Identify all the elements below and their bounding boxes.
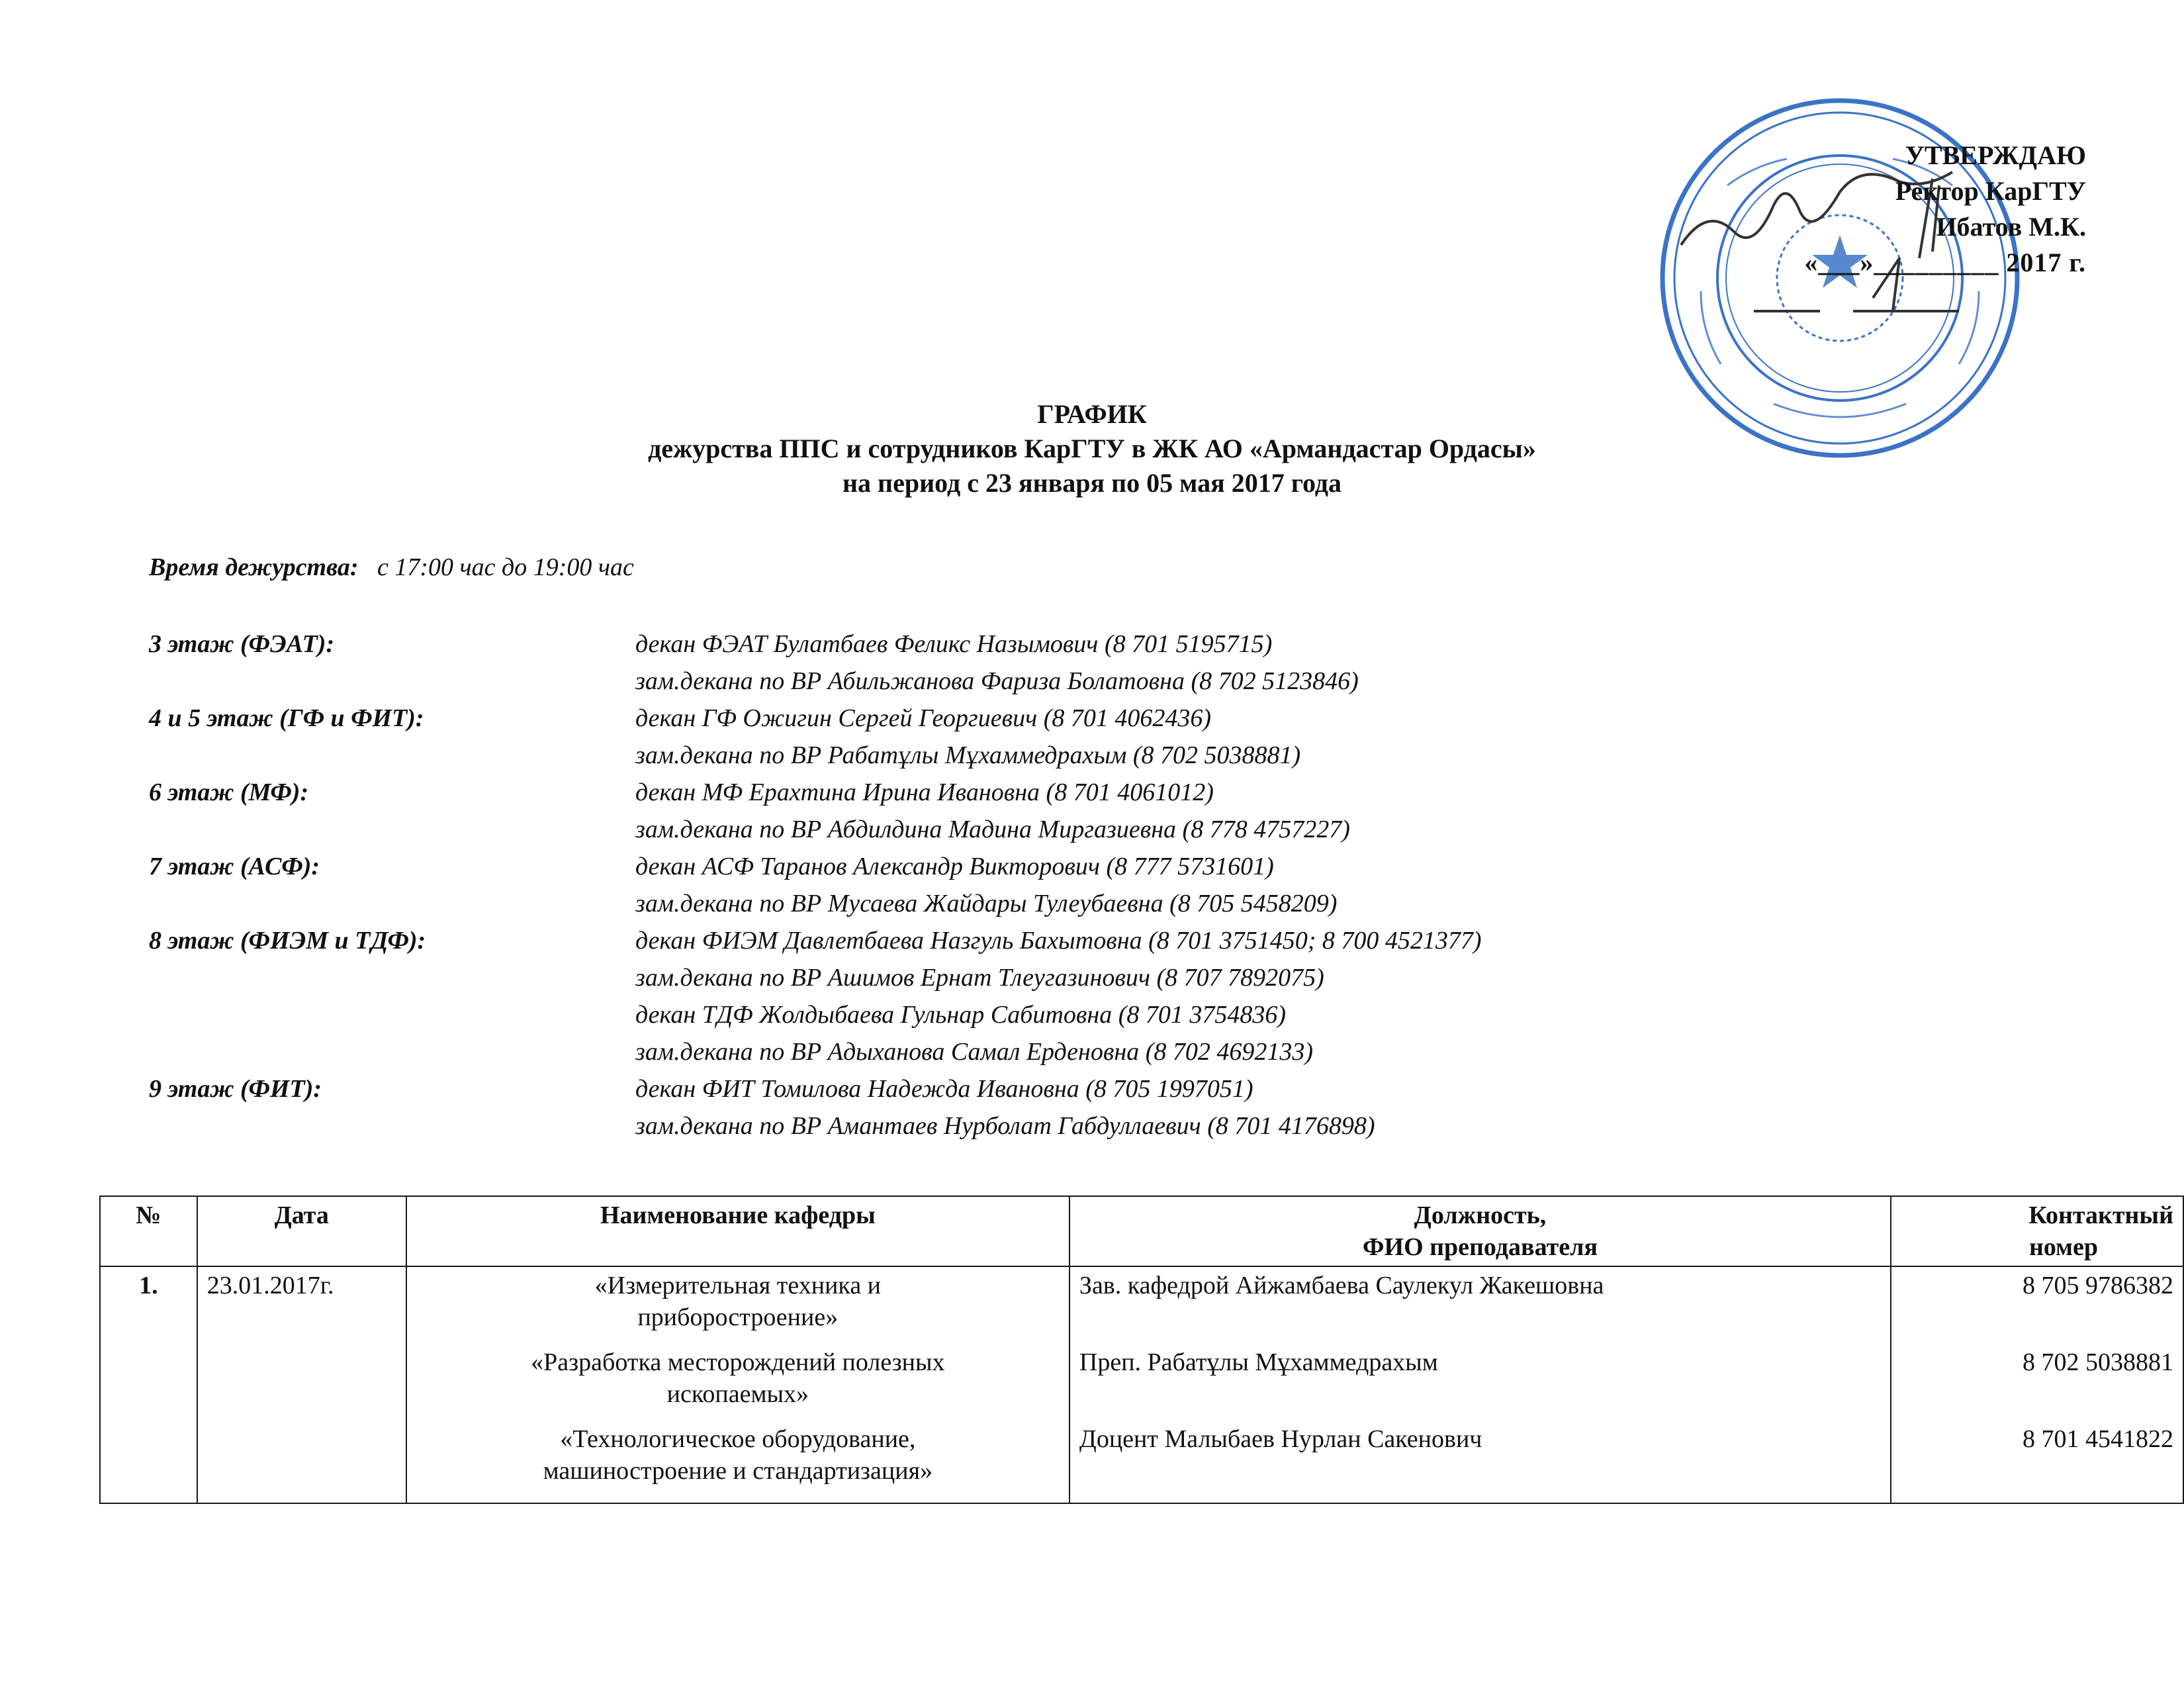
header-position [1069,1196,1891,1266]
floor-name [149,1033,635,1070]
department-name-line-2: машиностроение и стандартизация» [543,1457,933,1485]
title-line-1: ГРАФИК [1037,399,1147,429]
floor-row [149,848,2068,885]
title-line-3: на период с 23 января по 05 мая 2017 года [842,468,1342,498]
floor-row [149,811,2068,848]
header-date: Дата [197,1196,406,1266]
row-date: 23.01.2017г. [197,1266,406,1503]
floor-name [149,811,635,848]
floor-name: 8 этаж (ФИЭМ и ТДФ): [149,927,426,955]
floor-row [149,663,2068,700]
department-entry [416,1346,1060,1423]
header-phone [1891,1196,2183,1266]
header-phone-line-1: Контактный [2028,1201,2173,1229]
floor-row [149,996,2068,1033]
approval-name: Ибатов М.К. [1936,212,2086,242]
floor-row [149,922,2068,959]
floor-name [149,996,635,1033]
floor-person: зам.декана по ВР Абдилдина Мадина Миргазиевна (8 778 4757227) [635,816,1350,843]
department-name-line-1: «Разработка месторождений полезных [531,1348,945,1376]
department-name-line-1: «Измерительная техника и [594,1272,882,1299]
department-name-line-2: ископаемых» [666,1380,809,1408]
floor-name [149,885,635,922]
duty-time-value: с 17:00 час до 19:00 час [377,553,634,581]
table-header-row [100,1196,2183,1266]
floor-person: декан ТДФ Жолдыбаева Гульнар Сабитовна (8 701 3754836) [635,1001,1287,1029]
header-department: Наименование кафедры [406,1196,1069,1266]
floor-assignments [149,626,2068,1145]
floor-person: декан ФИЭМ Давлетбаева Назгуль Бахытовна (8 701 3751450; 8 700 4521377) [635,927,1482,955]
header-position-line-1: Должность, [1414,1201,1547,1229]
duty-time-label: Время дежурства: [149,553,359,581]
document-title [0,397,2184,500]
approval-heading: УТВЕРЖДАЮ [1905,140,2086,170]
floor-name: 7 этаж (АСФ): [149,853,320,880]
header-number: № [100,1196,197,1266]
header-position-line-2: ФИО преподавателя [1362,1233,1598,1261]
phone-entry: 8 702 5038881 [2023,1348,2173,1376]
department-name-line-1: «Технологическое оборудование, [560,1425,916,1453]
floor-row [149,1033,2068,1070]
floor-row [149,737,2068,774]
position-entry: Доцент Малыбаев Нурлан Сакенович [1079,1425,1482,1453]
duty-time [149,553,634,582]
floor-row [149,1070,2068,1107]
approval-date: «___»_________ 2017 г. [1804,248,2086,277]
floor-person: зам.декана по ВР Адыханова Самал Ерденовна (8 702 4692133) [635,1038,1314,1066]
row-positions [1069,1266,1891,1503]
floor-name: 4 и 5 этаж (ГФ и ФИТ): [149,704,424,732]
floor-person: зам.декана по ВР Рабатұлы Мұхаммедрахым (8 702 5038881) [635,741,1301,769]
floor-row [149,626,2068,663]
duty-schedule-table [99,1196,2184,1504]
approval-position: Ректор КарГТУ [1895,176,2086,206]
floor-person: декан ФЭАТ Булатбаев Феликс Назымович (8 701 5195715) [635,630,1273,658]
header-phone-line-2: номер [2028,1233,2099,1261]
table-row [100,1266,2183,1503]
title-line-2: дежурства ППС и сотрудников КарГТУ в ЖК АО «Армандастар Ордасы» [648,434,1536,463]
floor-name [149,959,635,996]
row-departments [406,1266,1069,1503]
floor-row [149,774,2068,811]
floor-person: зам.декана по ВР Мусаева Жайдары Тулеубаевна (8 705 5458209) [635,890,1338,917]
floor-name [149,737,635,774]
floor-name: 9 этаж (ФИТ): [149,1075,322,1103]
phone-entry: 8 701 4541822 [2023,1425,2173,1453]
floor-person: декан МФ Ерахтина Ирина Ивановна (8 701 4061012) [635,778,1214,806]
floor-name: 6 этаж (МФ): [149,778,309,806]
position-entry: Преп. Рабатұлы Мұхаммедрахым [1079,1348,1438,1376]
floor-row [149,700,2068,737]
row-number: 1. [100,1266,197,1503]
floor-person: декан ФИТ Томилова Надежда Ивановна (8 705 1997051) [635,1075,1253,1103]
floor-person: зам.декана по ВР Абильжанова Фариза Болатовна (8 702 5123846) [635,667,1359,695]
row-phones [1891,1266,2183,1503]
department-name-line-2: приборостроение» [637,1303,839,1331]
position-entry: Зав. кафедрой Айжамбаева Саулекул Жакешовна [1079,1272,1604,1299]
approval-block [1804,138,2086,281]
floor-name [149,663,635,700]
floor-name: 3 этаж (ФЭАТ): [149,630,335,658]
phone-entry: 8 705 9786382 [2023,1272,2173,1299]
floor-name [149,1107,635,1145]
floor-row [149,1107,2068,1145]
floor-person: декан АСФ Таранов Александр Викторович (8 777 5731601) [635,853,1274,880]
floor-person: декан ГФ Ожигин Сергей Георгиевич (8 701 4062436) [635,704,1212,732]
floor-row [149,885,2068,922]
department-entry [416,1270,1060,1346]
floor-row [149,959,2068,996]
floor-person: зам.декана по ВР Ашимов Ернат Тлеугазинович (8 707 7892075) [635,964,1324,992]
floor-person: зам.декана по ВР Амантаев Нурболат Габдуллаевич (8 701 4176898) [635,1112,1375,1140]
department-entry [416,1423,1060,1500]
